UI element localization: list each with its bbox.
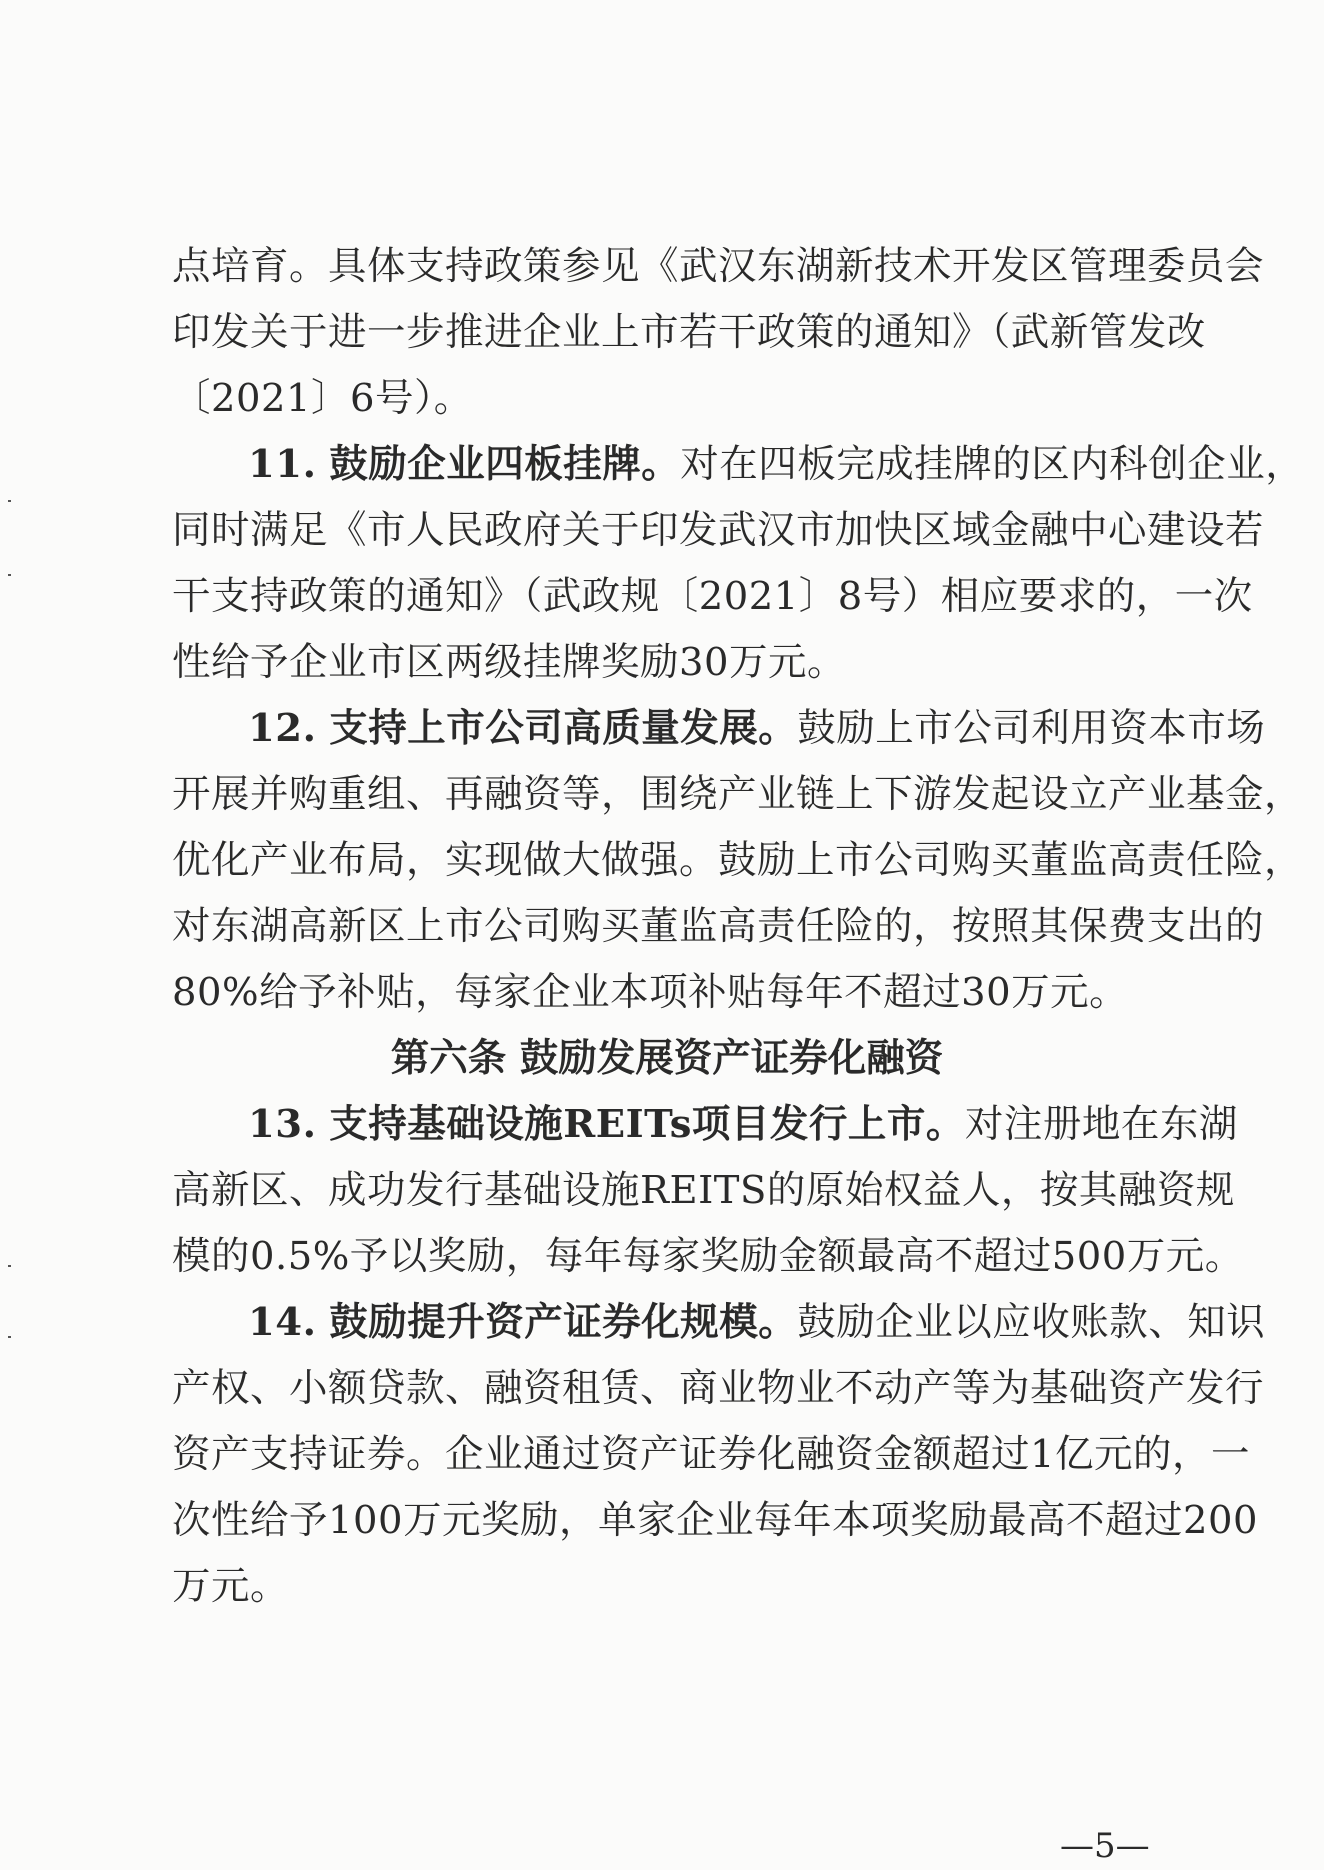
item-13-number: 13.	[248, 1102, 317, 1147]
item-14-line-5: 万元。	[172, 1564, 290, 1609]
item-12-text: 鼓励上市公司利用资本市场	[797, 706, 1266, 751]
binding-mark	[8, 1336, 11, 1338]
item-14-line-2: 产权、小额贷款、融资租赁、商业物业不动产等为基础资产发行	[172, 1366, 1265, 1411]
item-11-line-4: 性给予企业市区两级挂牌奖励30万元。	[172, 640, 846, 685]
item-13-line-3: 模的0.5%予以奖励，每年每家奖励金额最高不超过500万元。	[172, 1234, 1244, 1279]
item-11-line-3: 干支持政策的通知》（武政规〔2021〕8号）相应要求的，一次	[172, 574, 1253, 619]
item-12-line-3: 优化产业布局，实现做大做强。鼓励上市公司购买董监高责任险，	[172, 838, 1304, 883]
article-6-heading: 第六条 鼓励发展资产证券化融资	[390, 1036, 944, 1081]
binding-mark	[8, 500, 11, 502]
item-13-line-2: 高新区、成功发行基础设施REITS的原始权益人，按其融资规	[172, 1168, 1235, 1213]
item-12-first-line	[248, 705, 1266, 753]
item-14-line-3: 资产支持证券。企业通过资产证券化融资金额超过1亿元的，一	[172, 1432, 1250, 1477]
continuation-line-2: 印发关于进一步推进企业上市若干政策的通知》（武新管发改	[172, 310, 1206, 355]
item-12-number: 12.	[248, 706, 317, 751]
item-12-line-5: 80%给予补贴，每家企业本项补贴每年不超过30万元。	[172, 970, 1129, 1015]
continuation-line-1: 点培育。具体支持政策参见《武汉东湖新技术开发区管理委员会	[172, 244, 1265, 289]
item-14-title: 鼓励提升资产证券化规模。	[329, 1300, 798, 1345]
item-11-line-2: 同时满足《市人民政府关于印发武汉市加快区域金融中心建设若	[172, 508, 1265, 553]
continuation-line-3: 〔2021〕6号）。	[172, 376, 473, 421]
item-14-first-line	[248, 1299, 1266, 1347]
item-13-title: 支持基础设施REITs项目发行上市。	[329, 1102, 965, 1147]
item-11-title: 鼓励企业四板挂牌。	[329, 442, 681, 487]
item-11-number: 11.	[248, 442, 317, 487]
item-12-title: 支持上市公司高质量发展。	[329, 706, 798, 751]
item-14-text: 鼓励企业以应收账款、知识	[797, 1300, 1266, 1345]
page-number: —5—	[1060, 1826, 1150, 1866]
item-11-first-line	[248, 441, 1305, 489]
item-14-number: 14.	[248, 1300, 317, 1345]
binding-mark	[8, 1265, 11, 1267]
item-12-line-4: 对东湖高新区上市公司购买董监高责任险的，按照其保费支出的	[172, 904, 1265, 949]
item-12-line-2: 开展并购重组、再融资等，围绕产业链上下游发起设立产业基金，	[172, 772, 1304, 817]
item-13-first-line	[248, 1101, 1238, 1149]
binding-mark	[8, 574, 11, 576]
item-11-text: 对在四板完成挂牌的区内科创企业，	[680, 442, 1305, 487]
item-14-line-4: 次性给予100万元奖励，单家企业每年本项奖励最高不超过200	[172, 1498, 1258, 1543]
item-13-text: 对注册地在东湖	[964, 1102, 1238, 1147]
